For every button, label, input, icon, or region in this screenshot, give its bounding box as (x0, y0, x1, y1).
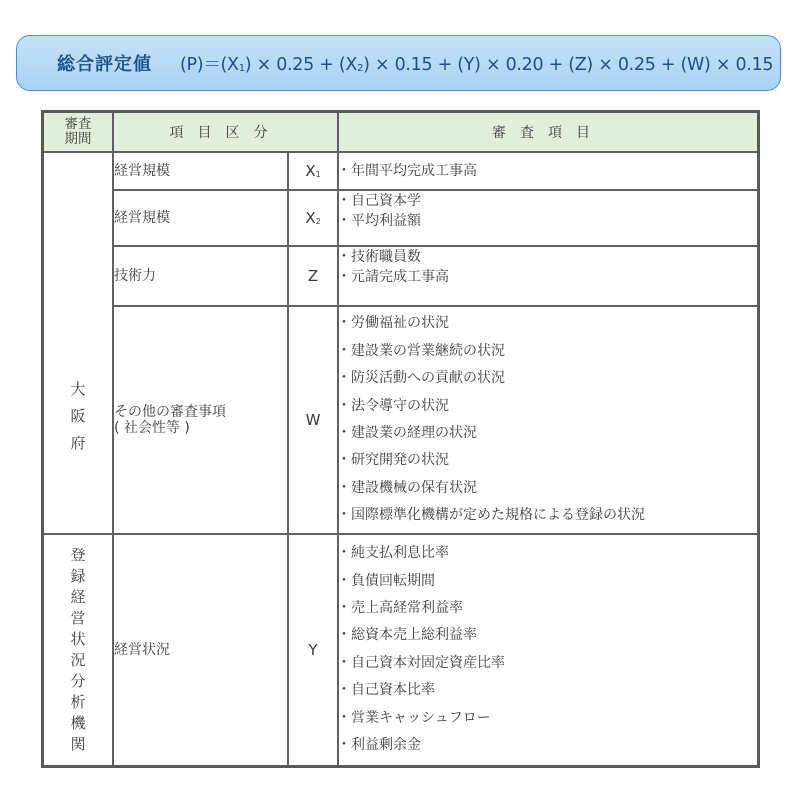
period-osaka (43, 152, 114, 534)
table-row (43, 534, 759, 766)
list-item: ・ 自己資本学 (339, 191, 757, 211)
items-cell (338, 152, 759, 190)
period-registered-agency-label: 登録経営状況分析機関 (70, 545, 86, 753)
list-item: ・ 純支払利息比率 (339, 540, 757, 567)
list-item: ・ 平均利益額 (339, 211, 757, 231)
list-item: ・ 自己資本対固定資産比率 (339, 650, 757, 677)
list-item: ・ 利益剰余金 (339, 732, 757, 759)
list-item: ・ 研究開発の状況 (339, 447, 757, 474)
list-item: ・ 労働福祉の状況 (339, 310, 757, 337)
items-cell (338, 306, 759, 534)
header-period-line1: 審査 (64, 116, 92, 132)
code-letter: Y (308, 640, 318, 659)
formula-equals: ＝ (203, 54, 221, 75)
code-cell (288, 152, 338, 190)
formula-x2-weight: ) × 0.15 + (363, 54, 458, 75)
category-cell: 経営規模 (113, 190, 288, 246)
code-sub: 1 (315, 170, 321, 179)
formula-x1-sub: 1 (238, 62, 245, 74)
category-cell (113, 306, 288, 534)
list-item: ・ 自己資本比率 (339, 677, 757, 704)
formula-p: (P) (180, 54, 204, 75)
code-letter: X (305, 209, 316, 227)
table-row (43, 152, 759, 190)
code-letter: X (305, 162, 316, 180)
list-item: ・ 負債回転期間 (339, 568, 757, 595)
criteria-table (41, 110, 760, 768)
code-cell (288, 190, 338, 246)
table-row (43, 190, 759, 246)
list-item: ・ 総資本売上総利益率 (339, 622, 757, 649)
formula-banner (16, 35, 781, 91)
list-item: ・ 売上高経常利益率 (339, 595, 757, 622)
period-registered-agency (43, 534, 114, 766)
list-item: ・ 技術職員数 (339, 247, 757, 267)
list-item: ・ 法令導守の状況 (339, 393, 757, 420)
header-period (43, 112, 114, 153)
table-row (43, 246, 759, 306)
header-items: 審査項目 (338, 112, 759, 153)
formula-x1: (X (220, 54, 239, 75)
items-cell (338, 246, 759, 306)
items-cell (338, 190, 759, 246)
code-sub: 2 (315, 217, 321, 226)
header-category: 項目区分 (113, 112, 338, 153)
formula-expression (180, 51, 773, 76)
category-cell: 技術力 (113, 246, 288, 306)
header-period-line2: 期間 (64, 131, 92, 147)
list-item: ・ 建設業の営業継続の状況 (339, 338, 757, 365)
list-item: ・ 建設機械の保有状況 (339, 475, 757, 502)
code-cell (288, 306, 338, 534)
list-item: ・ 年間平均完成工事高 (339, 161, 757, 181)
period-osaka-label: 大阪府 (70, 379, 86, 452)
formula-x2-sub: 2 (357, 62, 364, 74)
table-row (43, 306, 759, 534)
code-cell (288, 534, 338, 766)
header-row (43, 112, 759, 153)
code-cell (288, 246, 338, 306)
code-letter: W (305, 411, 321, 429)
formula-x2: (X (338, 54, 358, 75)
formula-label: 総合評定値 (57, 54, 152, 75)
category-line2: ( 社会性等 ) (114, 420, 190, 436)
list-item: ・ 建設業の経理の状況 (339, 420, 757, 447)
list-item: ・ 営業キャッシュフロー (339, 705, 757, 732)
formula-rest: (Y) × 0.20 + (Z) × 0.25 + (W) × 0.15 (457, 54, 774, 75)
category-cell: 経営規模 (113, 152, 288, 190)
category-cell: 経営状況 (113, 534, 288, 766)
items-cell (338, 534, 759, 766)
list-item: ・ 元請完成工事高 (339, 267, 757, 287)
code-letter: Z (307, 267, 319, 285)
list-item: ・ 防災活動への貢献の状況 (339, 365, 757, 392)
list-item: ・ 国際標準化機構が定めた規格による登録の状況 (339, 502, 757, 529)
formula-x1-weight: ) × 0.25 + (244, 54, 339, 75)
category-line1: その他の審査事項 (114, 404, 226, 420)
